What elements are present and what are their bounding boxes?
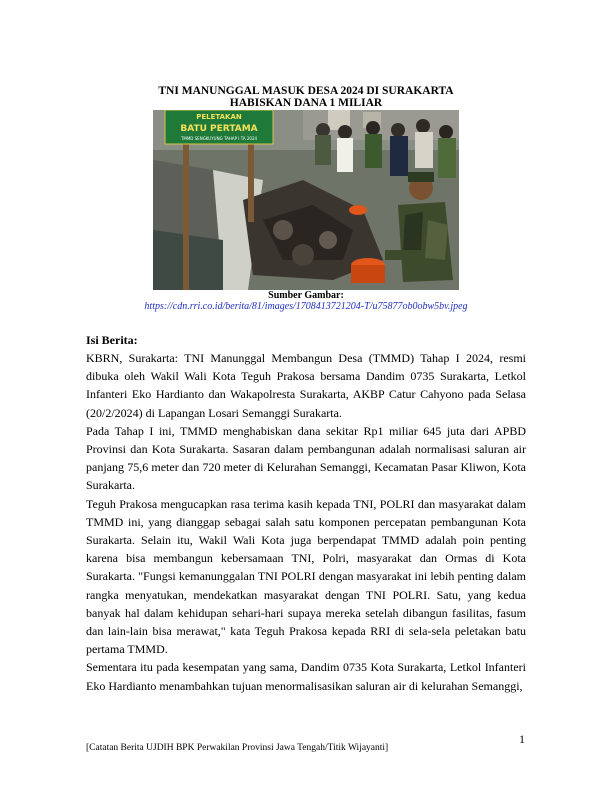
paragraph: Sementara itu pada kesempatan yang sama, Dandim 0735 Kota Surakarta, Letkol Infanteri Eko Hardianto menambahkan tujuan menormalisasikan saluran air di kelurahan Semanggi,	[86, 660, 526, 693]
paragraph: KBRN, Surakarta: TNI Manunggal Membangun Desa (TMMD) Tahap I 2024, resmi dibuka oleh Wakil Wali Kota Teguh Prakosa bersama Dandim 0735 Surakarta, Letkol Infanteri Eko Hardianto dan Wakapolresta Surakarta, AKBP Catur Cahyono pada Selasa (20/2/2024) di Lapangan Losari Semanggi Surakarta.	[86, 351, 526, 420]
news-photo	[153, 110, 459, 290]
section-title: Isi Berita:	[86, 333, 138, 347]
article-title-line-1: TNI MANUNGGAL MASUK DESA 2024 DI SURAKARTA	[158, 85, 454, 97]
paragraph: Pada Tahap I ini, TMMD menghabiskan dana sekitar Rp1 miliar 645 juta dari APBD Provinsi dan Kota Surakarta. Sasaran dalam pembangunan adalah normalisasi saluran air panjang 75,6 meter dan 720 meter di Kelurahan Semanggi, Kecamatan Pasar Kliwon, Kota Surakarta.	[86, 423, 526, 493]
sign-line-3: TMMD SENGKUYUNG TAHAP I TA 2024	[180, 136, 258, 141]
image-source-link[interactable]: https://cdn.rri.co.id/berita/81/images/1708413721204-T/u75877ob0obw5bv.jpeg	[144, 301, 468, 312]
footer-note: [Catatan Berita UJDIH BPK Perwakilan Provinsi Jawa Tengah/Titik Wijayanti]	[86, 743, 389, 753]
sign-line-1: PELETAKAN	[196, 113, 242, 121]
sign-line-2: BATU PERTAMA	[180, 124, 258, 134]
article-title-line-2: HABISKAN DANA 1 MILIAR	[229, 97, 383, 109]
article-body	[86, 349, 526, 695]
paragraph: Teguh Prakosa mengucapkan rasa terima kasih kepada TNI, POLRI dan masyarakat dalam TMMD ini, yang dianggap sebagai salah satu komponen percepatan pembangunan Kota Surakarta. Selain itu, Wakil Wali Kota juga berpendapat TMMD adalah poin penting karena bisa membangun kebersamaan TNI, Polri, masyarakat dan Ormas di Kota Surakarta. "Fungsi kemanunggalan TNI POLRI dengan masyarakat ini lebih penting dalam rangka menyatukan, mendekatkan masyarakat dengan TNI POLRI. Satu, yang kedua banyak hal dalam kehidupan sehari-hari supaya mereka setelah dibangun fasilitas, fasum dan lain-lain bisa merawat," kata Teguh Prakosa kepada RRI di sela-sela peletakan batu pertama TMMD.	[86, 496, 526, 657]
news-photo-illustration	[153, 110, 459, 290]
article-title	[0, 85, 612, 109]
image-caption-label: Sumber Gambar:	[268, 290, 344, 301]
page-number: 1	[519, 732, 525, 746]
